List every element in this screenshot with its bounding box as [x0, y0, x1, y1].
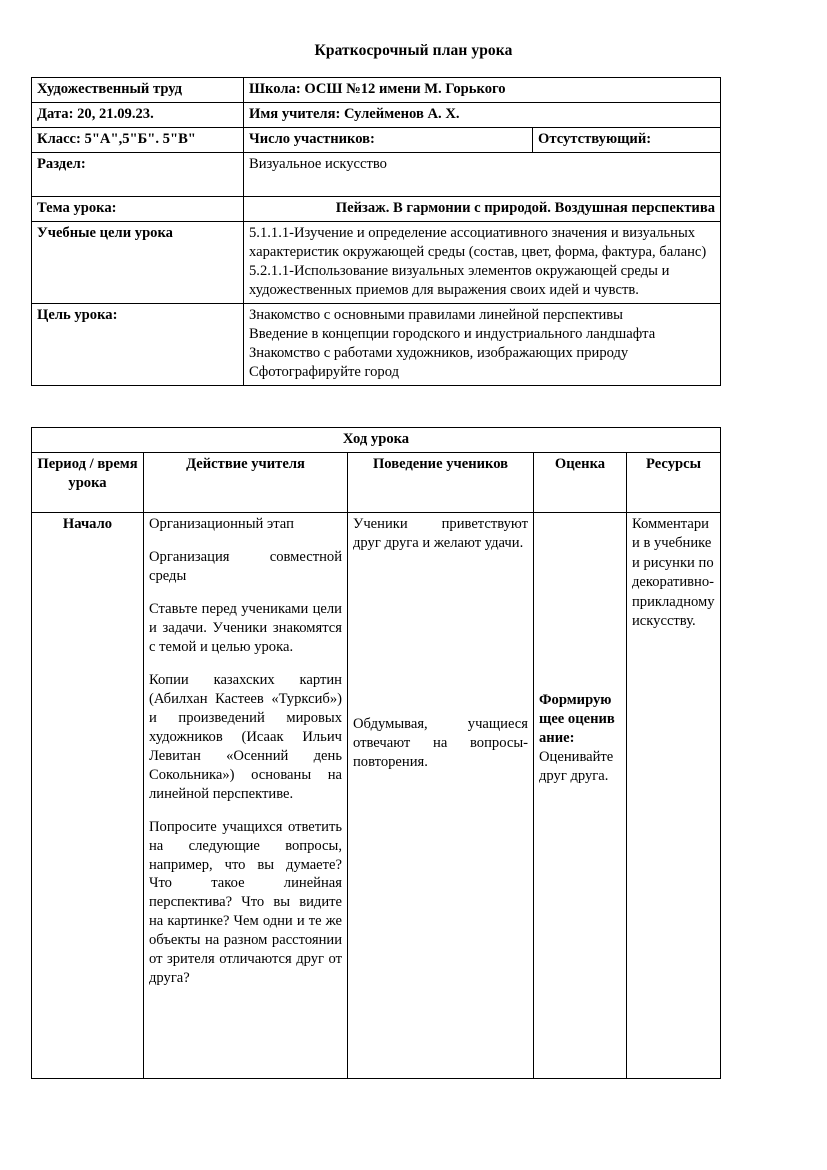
cell-student-behavior	[348, 512, 534, 1078]
table-row-aim	[32, 303, 721, 385]
table-row-class-participants	[32, 127, 721, 152]
cell-period: Начало	[32, 512, 144, 1078]
aim-item: Знакомство с основными правилами линейной перспективы	[249, 306, 623, 323]
column-header-resources: Ресурсы	[627, 452, 721, 512]
assessment-block	[539, 691, 621, 786]
objectives-label: Учебные цели урока	[32, 221, 244, 303]
section-value: Визуальное искусство	[244, 152, 721, 196]
teacher-action-paragraph: Организационный этап	[149, 515, 294, 532]
column-header-assessment: Оценка	[534, 452, 627, 512]
absent-label: Отсутствующий:	[533, 127, 721, 152]
teacher-action-paragraph: Попросите учащихся ответить на следующие вопросы, например, что вы думаете? Что такое линейная перспектива? Что вы видите на картинке? Чем одни и те же объекты на разном расстоянии от зрителя отличаются друг от друга?	[149, 818, 342, 987]
table-row-section	[32, 152, 721, 196]
aim-value	[244, 303, 721, 385]
teacher-action-paragraph: Организация совместной среды	[149, 548, 342, 584]
student-behavior-paragraph: Ученики приветствуют друг друга и желают удачи.	[353, 515, 528, 551]
column-header-teacher-action: Действие учителя	[144, 452, 348, 512]
vertical-spacer	[539, 515, 621, 691]
table-row-topic	[32, 196, 721, 221]
cell-teacher-actions	[144, 512, 348, 1078]
cell-resources	[627, 512, 721, 1078]
lesson-plan-table	[31, 77, 721, 386]
page-title: Краткосрочный план урока	[314, 42, 513, 59]
school-value: Школа: ОСШ №12 имени М. Горького	[244, 78, 721, 103]
assessment-body: Оценивайте друг друга.	[539, 748, 614, 784]
table-row-objectives	[32, 221, 721, 303]
objective-item: 5.1.1.1-Изучение и определение ассоциативного значения и визуальных характеристик окружающей среды (состав, цвет, форма, фактура, баланс)	[249, 224, 707, 260]
student-behavior-paragraph: Обдумывая, учащиеся отвечают на вопросы-повторения.	[353, 715, 528, 770]
objective-item: 5.2.1.1-Использование визуальных элементов окружающей среды и художественных приемов для выражения своих идей и чувств.	[249, 262, 670, 298]
aim-item: Сфотографируйте город	[249, 363, 400, 380]
date-label: Дата: 20, 21.09.23.	[32, 102, 244, 127]
column-header-period: Период / время урока	[32, 452, 144, 512]
topic-label: Тема урока:	[32, 196, 244, 221]
teacher-name-value: Имя учителя: Сулейменов А. Х.	[244, 102, 721, 127]
table-row	[32, 512, 721, 1078]
aim-label: Цель урока:	[32, 303, 244, 385]
aim-item: Введение в концепции городского и индустриального ландшафта	[249, 325, 656, 342]
lesson-flow-table	[31, 427, 721, 1079]
vertical-spacer	[353, 567, 528, 715]
assessment-title: Формирующее оценивание:	[539, 691, 615, 746]
resources-text: Комментарии в учебнике и рисунки по декоративно-прикладному искусству.	[632, 515, 715, 629]
subject-label: Художественный труд	[32, 78, 244, 103]
teacher-action-paragraph: Копии казахских картин (Абилхан Кастеев «Турксиб») и произведений мировых художников (Исаак Ильич Левитан «Осенний день Сокольника») основаны на линейной перспективе.	[149, 671, 342, 802]
table-row-subject-school	[32, 78, 721, 103]
table-row-flow-title	[32, 428, 721, 453]
teacher-action-paragraph: Ставьте перед учениками цели и задачи. Ученики знакомятся с темой и целью урока.	[149, 600, 342, 655]
table-row-date-teacher	[32, 102, 721, 127]
aim-item: Знакомство с работами художников, изображающих природу	[249, 344, 629, 361]
table-row-flow-headers	[32, 452, 721, 512]
participants-label: Число участников:	[244, 127, 533, 152]
objectives-value	[244, 221, 721, 303]
class-label: Класс: 5"А",5"Б". 5"В"	[32, 127, 244, 152]
lesson-flow-title: Ход урока	[32, 428, 721, 453]
cell-assessment	[534, 512, 627, 1078]
section-label: Раздел:	[32, 152, 244, 196]
column-header-student-behavior: Поведение учеников	[348, 452, 534, 512]
topic-value: Пейзаж. В гармонии с природой. Воздушная перспектива	[244, 196, 721, 221]
